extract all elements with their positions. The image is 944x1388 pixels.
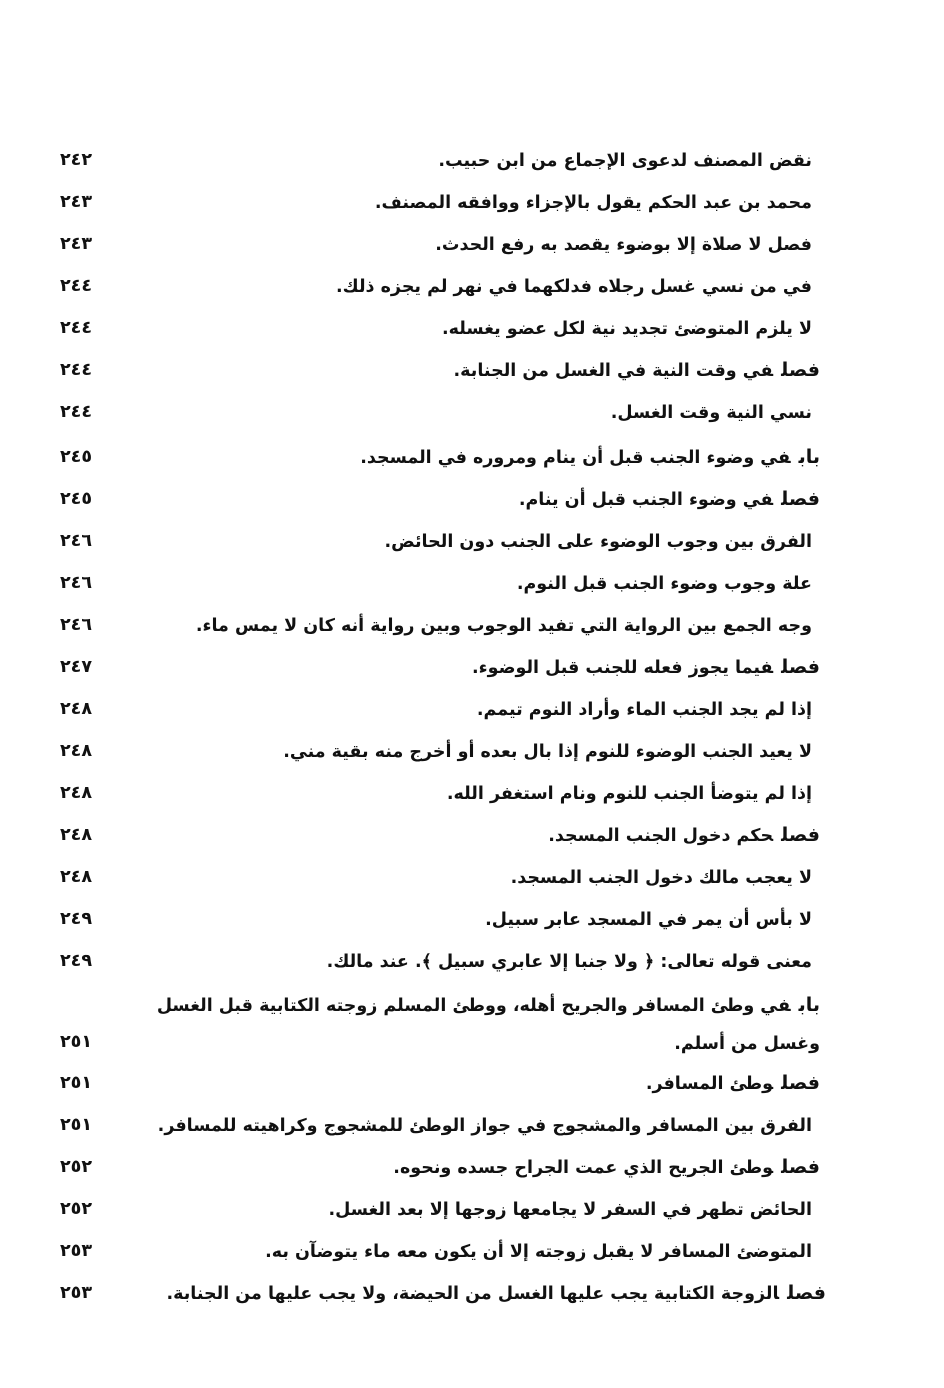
toc-entry bbox=[60, 1105, 820, 1147]
toc-entry-keyword: فصل bbox=[781, 359, 820, 381]
toc-entry-text bbox=[120, 689, 820, 731]
toc-entry bbox=[60, 773, 820, 815]
toc-entry-keyword: فصل bbox=[781, 488, 820, 510]
toc-page-number: ٢٤٨ bbox=[60, 699, 93, 719]
toc-entry-keyword: باب bbox=[798, 994, 820, 1016]
toc-page-number: ٢٤٩ bbox=[60, 951, 93, 971]
toc-entry-title: في وقت النية في الغسل من الجنابة. bbox=[453, 361, 774, 381]
toc-entry bbox=[60, 350, 820, 392]
toc-entry bbox=[60, 689, 820, 731]
toc-entry-title: في وضوء الجنب قبل أن ينام ومروره في المسجد. bbox=[360, 448, 791, 468]
toc-entry-text bbox=[120, 437, 820, 479]
toc-page-number: ٢٥١ bbox=[60, 1032, 93, 1052]
toc-entry-title: علة وجوب وضوء الجنب قبل النوم. bbox=[516, 574, 812, 594]
toc-entry-text bbox=[120, 899, 820, 941]
toc-page-number: ٢٤٤ bbox=[60, 360, 93, 380]
toc-entry bbox=[60, 437, 820, 479]
toc-entry-text bbox=[120, 1063, 820, 1105]
toc-entry bbox=[60, 182, 820, 224]
toc-entry bbox=[60, 308, 820, 350]
toc-entry-title: وجه الجمع بين الرواية التي تفيد الوجوب وبين رواية أنه كان لا يمس ماء. bbox=[195, 616, 812, 636]
toc-entry-title: لا يلزم المتوضئ تجديد نية لكل عضو يغسله. bbox=[442, 319, 812, 339]
toc-page-number: ٢٤٨ bbox=[60, 783, 93, 803]
toc-page-number: ٢٤٣ bbox=[60, 234, 93, 254]
toc-page-number: ٢٥٣ bbox=[60, 1241, 93, 1261]
toc-entry bbox=[60, 899, 820, 941]
toc-page-number: ٢٤٦ bbox=[60, 615, 93, 635]
toc-entry bbox=[60, 563, 820, 605]
toc-entry-title: وطئ المسافر. bbox=[645, 1074, 774, 1094]
toc-entry-text bbox=[120, 1189, 820, 1231]
toc-entry-title: في وطئ المسافر والجريح أهله، ووطئ المسلم زوجته الكتابية قبل الغسل وغسل من أسلم. bbox=[156, 996, 820, 1054]
toc-page-number: ٢٤٨ bbox=[60, 825, 93, 845]
toc-page-number: ٢٤٦ bbox=[60, 531, 93, 551]
toc-entry-title: لا يعيد الجنب الوضوء للنوم إذا بال بعده أو أخرج منه بقية مني. bbox=[283, 742, 812, 762]
toc-entry-text bbox=[120, 986, 820, 1063]
toc-page-number: ٢٥١ bbox=[60, 1115, 93, 1135]
toc-entry-text bbox=[120, 857, 820, 899]
toc-entry-keyword: فصل bbox=[781, 656, 820, 678]
toc-entry-title: في وضوء الجنب قبل أن ينام. bbox=[518, 490, 774, 510]
toc-entry-title: الزوجة الكتابية يجب عليها الغسل من الحيضة، ولا يجب عليها من الجنابة. bbox=[166, 1284, 780, 1304]
toc-page-number: ٢٤٥ bbox=[60, 447, 93, 467]
toc-entry-text bbox=[120, 1105, 820, 1147]
toc-entry-text bbox=[120, 140, 820, 182]
table-of-contents bbox=[60, 140, 826, 1315]
toc-entry-title: الحائض تطهر في السفر لا يجامعها زوجها إلا بعد الغسل. bbox=[328, 1200, 812, 1220]
toc-entry-text bbox=[120, 392, 820, 434]
toc-entry-title: في من نسي غسل رجلاه فدلكهما في نهر لم يجزه ذلك. bbox=[336, 277, 812, 297]
toc-page-number: ٢٥٢ bbox=[60, 1157, 93, 1177]
toc-entry-title: محمد بن عبد الحكم يقول بالإجزاء ووافقه المصنف. bbox=[374, 193, 812, 213]
toc-page-number: ٢٤٦ bbox=[60, 573, 93, 593]
toc-entry-text bbox=[120, 1231, 820, 1273]
toc-entry bbox=[60, 986, 820, 1063]
toc-entry-text bbox=[120, 266, 820, 308]
toc-entry-text bbox=[120, 563, 820, 605]
toc-page-number: ٢٤٩ bbox=[60, 909, 93, 929]
toc-entry-keyword: فصل bbox=[781, 1072, 820, 1094]
toc-entry-title: فصل لا صلاة إلا بوضوء يقصد به رفع الحدث. bbox=[435, 235, 812, 255]
toc-entry bbox=[60, 731, 820, 773]
toc-entry-text bbox=[120, 941, 820, 983]
toc-entry bbox=[60, 224, 820, 266]
toc-page-number: ٢٤٢ bbox=[60, 150, 93, 170]
toc-entry-title: حكم دخول الجنب المسجد. bbox=[548, 826, 774, 846]
toc-entry-keyword: باب bbox=[798, 446, 820, 468]
toc-entry-title: إذا لم يتوضأ الجنب للنوم ونام استغفر الله. bbox=[446, 784, 812, 804]
toc-entry-text bbox=[120, 182, 820, 224]
toc-entry bbox=[60, 1063, 820, 1105]
toc-entry-text bbox=[120, 731, 820, 773]
toc-entry bbox=[60, 1273, 826, 1315]
toc-entry-title: وطئ الجريح الذي عمت الجراح جسده ونحوه. bbox=[393, 1158, 774, 1178]
toc-entry bbox=[60, 1189, 820, 1231]
toc-page-number: ٢٥١ bbox=[60, 1073, 93, 1093]
toc-page-number: ٢٥٣ bbox=[60, 1283, 93, 1303]
toc-entry bbox=[60, 266, 820, 308]
toc-entry-title: المتوضئ المسافر لا يقبل زوجته إلا أن يكون معه ماء يتوضآن به. bbox=[265, 1242, 812, 1262]
toc-entry-title: الفرق بين المسافر والمشجوج في جواز الوطئ للمشجوج وكراهيته للمسافر. bbox=[157, 1116, 812, 1136]
toc-entry-text bbox=[120, 308, 820, 350]
toc-page-number: ٢٤٤ bbox=[60, 402, 93, 422]
toc-entry-text bbox=[120, 1147, 820, 1189]
toc-entry bbox=[60, 1147, 820, 1189]
toc-entry-text bbox=[120, 224, 820, 266]
toc-entry-title: نسي النية وقت الغسل. bbox=[610, 403, 812, 423]
toc-entry-keyword: فصل bbox=[781, 1156, 820, 1178]
toc-page-number: ٢٤٧ bbox=[60, 657, 93, 677]
toc-entry-title: الفرق بين وجوب الوضوء على الجنب دون الحائض. bbox=[384, 532, 812, 552]
toc-page-number: ٢٤٣ bbox=[60, 192, 93, 212]
toc-entry bbox=[60, 941, 820, 983]
toc-entry-text bbox=[120, 521, 820, 563]
toc-entry bbox=[60, 392, 820, 434]
toc-page-number: ٢٤٨ bbox=[60, 741, 93, 761]
toc-entry bbox=[60, 647, 820, 689]
toc-entry-text bbox=[120, 815, 820, 857]
toc-entry-text bbox=[120, 605, 820, 647]
toc-page-number: ٢٤٨ bbox=[60, 867, 93, 887]
toc-page-number: ٢٥٢ bbox=[60, 1199, 93, 1219]
toc-page-number: ٢٤٤ bbox=[60, 276, 93, 296]
toc-entry-title: لا يعجب مالك دخول الجنب المسجد. bbox=[510, 868, 812, 888]
toc-entry-title: لا بأس أن يمر في المسجد عابر سبيل. bbox=[485, 910, 812, 930]
toc-entry bbox=[60, 479, 820, 521]
toc-entry-keyword: فصل bbox=[781, 824, 820, 846]
toc-entry-title: نقض المصنف لدعوى الإجماع من ابن حبيب. bbox=[438, 151, 812, 171]
toc-entry-text bbox=[120, 350, 820, 392]
toc-entry-title: فيما يجوز فعله للجنب قبل الوضوء. bbox=[472, 658, 774, 678]
toc-entry-title: إذا لم يجد الجنب الماء وأراد النوم تيمم. bbox=[476, 700, 812, 720]
toc-entry-text bbox=[120, 647, 820, 689]
toc-entry-text bbox=[120, 773, 820, 815]
toc-entry-text bbox=[120, 479, 820, 521]
toc-entry-keyword: فصل bbox=[787, 1282, 826, 1304]
toc-page-number: ٢٤٤ bbox=[60, 318, 93, 338]
toc-entry bbox=[60, 857, 820, 899]
toc-entry bbox=[60, 605, 820, 647]
toc-entry bbox=[60, 521, 820, 563]
toc-entry bbox=[60, 1231, 820, 1273]
toc-entry bbox=[60, 815, 820, 857]
toc-page-number: ٢٤٥ bbox=[60, 489, 93, 509]
toc-entry bbox=[60, 140, 820, 182]
toc-entry-text bbox=[120, 1273, 826, 1315]
toc-entry-title: معنى قوله تعالى: ﴿ ولا جنبا إلا عابري سبيل ﴾. عند مالك. bbox=[326, 952, 812, 972]
